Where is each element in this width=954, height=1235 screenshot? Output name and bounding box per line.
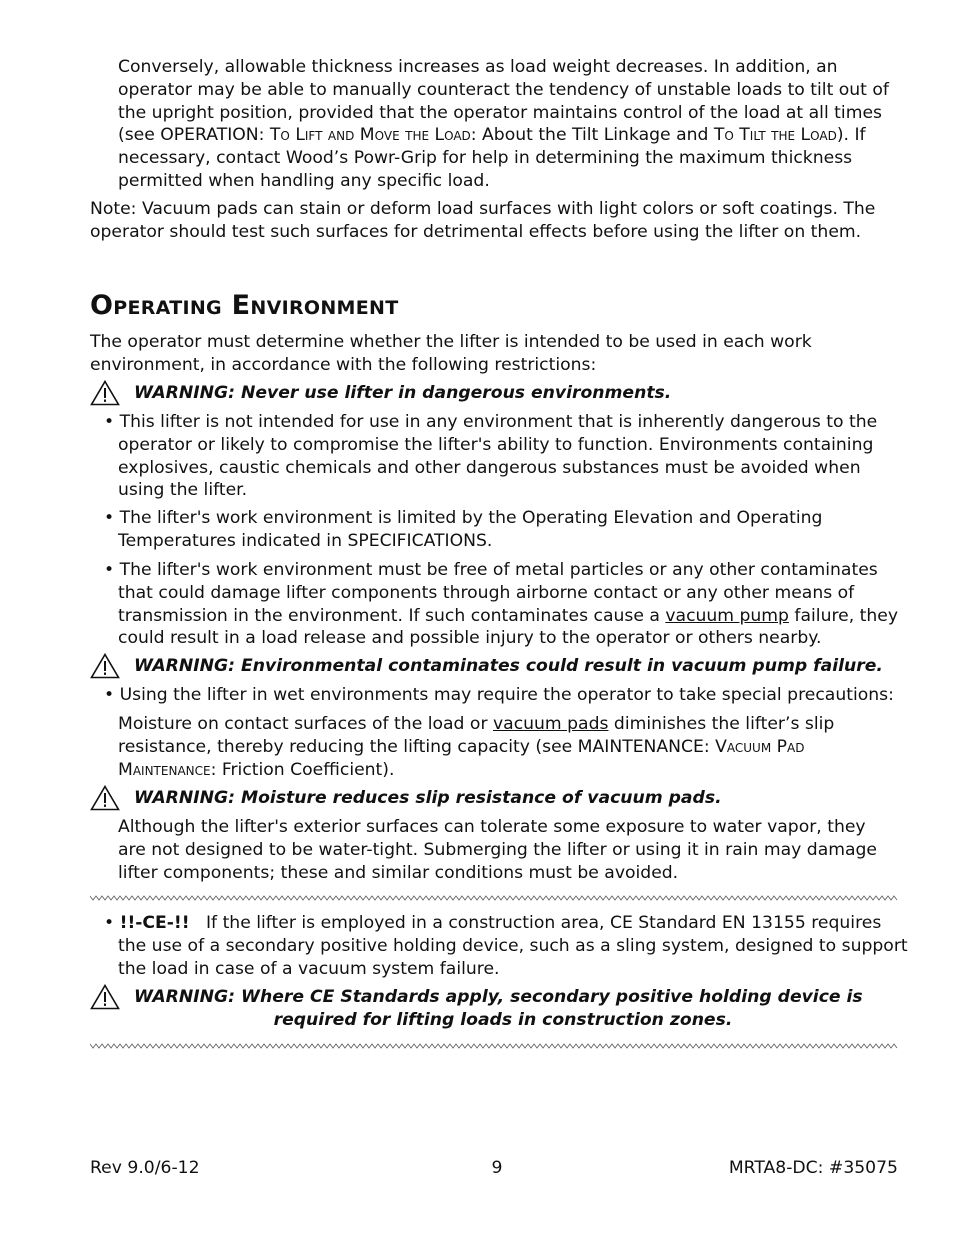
warning-text: WARNING: Moisture reduces slip resistance of vacuum pads. (134, 788, 722, 808)
ce-tag: !!-CE-!! (119, 913, 190, 933)
moisture-ref-maintenance: Vacuum Pad Maintenance (118, 736, 805, 780)
intro-ref-tilt: To Tilt the Load (713, 125, 837, 146)
ce-text: If the lifter is employed in a construction area, CE Standard EN 13155 requires the use of a secondary positive holding device, such as a sling system, designed to support the load in case of a vacuum system failure. (118, 913, 914, 979)
bullet-wet-environments: • Using the lifter in wet environments may require the operator to take special precautions: (104, 685, 894, 705)
moisture-text-a: Moisture on contact surfaces of the load or (118, 714, 493, 734)
intro-text-c: ). If necessary, contact Wood’s Powr-Grip for help in determining the maximum thickness permitted when handling any specific load. (118, 125, 866, 191)
vacuum-pads-link[interactable]: vacuum pads (492, 714, 609, 734)
bullet-contaminates (104, 559, 912, 650)
warning-triangle-icon (90, 785, 120, 811)
bullet-contaminates-text-b: failure, they could result in a load release and possible injury to the operator or others nearby. (118, 605, 899, 649)
intro-text-b: : About the Tilt Linkage and (470, 125, 714, 146)
section-heading: Operating Environment (90, 290, 399, 321)
warning-text-line1: WARNING: Where CE Standards apply, secondary positive holding device is (134, 987, 863, 1007)
footer-revision: Rev 9.0/6-12 (90, 1158, 200, 1178)
intro-ref-lift: To Lift and Move the Load (269, 125, 471, 146)
warning-text: WARNING: Environmental contaminates could result in vacuum pump failure. (134, 656, 883, 676)
warning-triangle-icon (90, 653, 120, 679)
moisture-text-c: : Friction Coefficient). (210, 759, 395, 780)
bullet-elevation-temp: • The lifter's work environment is limited by the Operating Elevation and Operating Temperatures indicated in SPECIFICATIONS. (104, 508, 823, 551)
section-divider (90, 895, 898, 901)
footer-document-id: MRTA8-DC: #35075 (728, 1158, 898, 1178)
intro-paragraph (118, 56, 898, 193)
bullet-ce-standard (104, 912, 912, 980)
warning-triangle-icon (90, 380, 120, 406)
moisture-paragraph (118, 713, 898, 781)
intro-text-a: Conversely, allowable thickness increases as load weight decreases. In addition, an operator may be able to manually counteract the tendency of unstable loads to tilt out of the upright position, provided that the operator maintains control of the load at all times (see OPERATION: (118, 57, 889, 146)
vacuum-pump-link[interactable]: vacuum pump (665, 605, 789, 626)
exterior-paragraph: Although the lifter's exterior surfaces can tolerate some exposure to water vapor, they are not designed to be water-tight. Submerging the lifter or using it in rain may damage lifter components; these and similar conditions must be avoided. (118, 817, 878, 883)
warning-text-line2: required for lifting loads in construction zones. (273, 1010, 733, 1030)
bullet-dangerous-env: • This lifter is not intended for use in any environment that is inherently dangerous to the operator or likely to compromise the lifter's ability to function. Environments containing explosives, caustic chemicals and other dangerous substances must be avoided when using the lifter. (104, 412, 878, 501)
note-paragraph: Note: Vacuum pads can stain or deform load surfaces with light colors or soft coatings. The operator should test such surfaces for detrimental effects before using the lifter on them. (90, 199, 876, 242)
footer-page-number: 9 (491, 1158, 503, 1178)
ce-bullet-mark: • (104, 913, 120, 933)
section-divider (90, 1043, 898, 1049)
warning-triangle-icon (90, 984, 120, 1010)
moisture-text-b: diminishes the lifter’s slip resistance, thereby reducing the lifting capacity (see MAINTENANCE: (118, 714, 835, 757)
warning-text: WARNING: Never use lifter in dangerous environments. (134, 383, 672, 403)
section-lead: The operator must determine whether the lifter is intended to be used in each work environment, in accordance with the following restrictions: (90, 332, 812, 375)
bullet-contaminates-text-a: • The lifter's work environment must be free of metal particles or any other contaminates that could damage lifter components through airborne contact or any other means of transmission in the environment. If such contaminates cause a (104, 560, 878, 626)
